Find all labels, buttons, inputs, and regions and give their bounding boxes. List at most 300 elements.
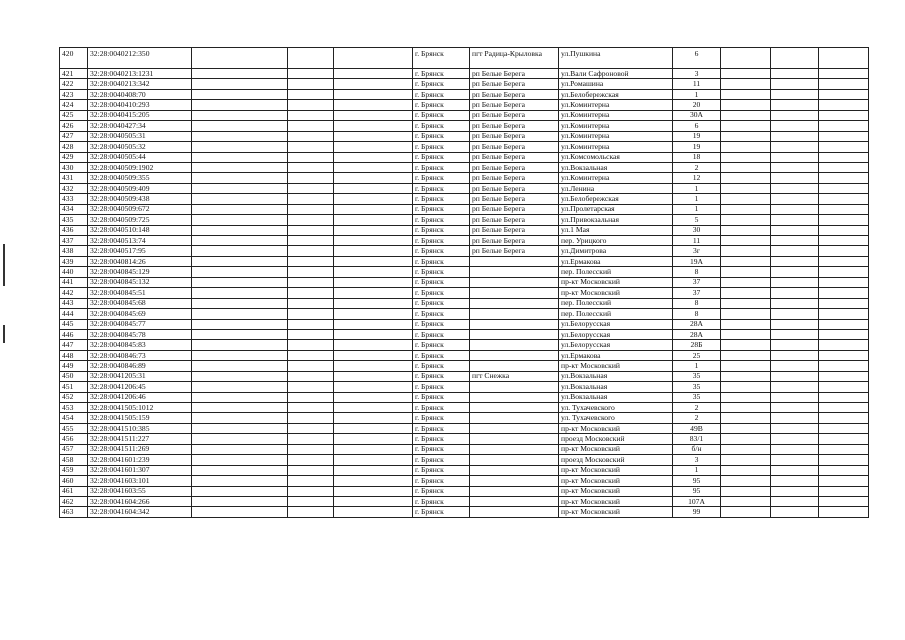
- table-row: [60, 476, 869, 486]
- cadastral-number: 32:28:0040410:293: [88, 100, 192, 110]
- settlement: рп Белые Берега: [470, 89, 559, 99]
- empty-cell: [819, 444, 869, 454]
- empty-cell: [771, 329, 819, 339]
- empty-cell: [192, 183, 288, 193]
- table-row: [60, 413, 869, 423]
- city: г. Брянск: [413, 434, 470, 444]
- empty-cell: [819, 476, 869, 486]
- empty-cell: [819, 162, 869, 172]
- settlement: рп Белые Берега: [470, 173, 559, 183]
- empty-cell: [721, 79, 771, 89]
- city: г. Брянск: [413, 309, 470, 319]
- empty-cell: [721, 246, 771, 256]
- table-row: [60, 444, 869, 454]
- empty-cell: [771, 152, 819, 162]
- settlement: [470, 340, 559, 350]
- empty-cell: [819, 246, 869, 256]
- table-row: [60, 121, 869, 131]
- city: г. Брянск: [413, 48, 470, 69]
- table-row: [60, 486, 869, 496]
- empty-cell: [192, 256, 288, 266]
- empty-cell: [819, 340, 869, 350]
- empty-cell: [721, 403, 771, 413]
- street: ул.Ромашина: [559, 79, 673, 89]
- empty-cell: [819, 371, 869, 381]
- empty-cell: [721, 423, 771, 433]
- cadastral-number: 32:28:0040845:68: [88, 298, 192, 308]
- empty-cell: [192, 329, 288, 339]
- city: г. Брянск: [413, 298, 470, 308]
- empty-cell: [771, 48, 819, 69]
- cadastral-number: 32:28:0040513:74: [88, 236, 192, 246]
- cadastral-number: 32:28:0040505:31: [88, 131, 192, 141]
- empty-cell: [334, 236, 413, 246]
- empty-cell: [721, 131, 771, 141]
- empty-cell: [771, 455, 819, 465]
- empty-cell: [819, 173, 869, 183]
- table-row: [60, 215, 869, 225]
- empty-cell: [721, 152, 771, 162]
- empty-cell: [288, 246, 334, 256]
- empty-cell: [288, 152, 334, 162]
- empty-cell: [819, 361, 869, 371]
- empty-cell: [288, 89, 334, 99]
- row-number: 452: [60, 392, 88, 402]
- empty-cell: [334, 142, 413, 152]
- empty-cell: [288, 204, 334, 214]
- empty-cell: [288, 225, 334, 235]
- empty-cell: [288, 371, 334, 381]
- table-row: [60, 142, 869, 152]
- empty-cell: [334, 48, 413, 69]
- city: г. Брянск: [413, 110, 470, 120]
- row-number: 446: [60, 329, 88, 339]
- house-number: 18: [673, 152, 721, 162]
- empty-cell: [771, 110, 819, 120]
- empty-cell: [771, 183, 819, 193]
- city: г. Брянск: [413, 152, 470, 162]
- table-row: [60, 382, 869, 392]
- street: пр-кт Московский: [559, 476, 673, 486]
- cadastral-number: 32:28:0040845:78: [88, 329, 192, 339]
- empty-cell: [288, 162, 334, 172]
- empty-cell: [771, 392, 819, 402]
- empty-cell: [771, 361, 819, 371]
- empty-cell: [192, 79, 288, 89]
- city: г. Брянск: [413, 121, 470, 131]
- empty-cell: [721, 382, 771, 392]
- empty-cell: [192, 89, 288, 99]
- cadastral-number: 32:28:0040845:51: [88, 288, 192, 298]
- table-row: [60, 69, 869, 79]
- house-number: 95: [673, 476, 721, 486]
- city: г. Брянск: [413, 131, 470, 141]
- city: г. Брянск: [413, 246, 470, 256]
- empty-cell: [721, 496, 771, 506]
- empty-cell: [771, 277, 819, 287]
- cadastral-number: 32:28:0040509:438: [88, 194, 192, 204]
- settlement: рп Белые Берега: [470, 183, 559, 193]
- empty-cell: [288, 142, 334, 152]
- cadastral-number: 32:28:0040846:89: [88, 361, 192, 371]
- row-number: 455: [60, 423, 88, 433]
- empty-cell: [819, 413, 869, 423]
- house-number: б/н: [673, 444, 721, 454]
- settlement: [470, 309, 559, 319]
- cadastral-number: 32:28:0040212:350: [88, 48, 192, 69]
- empty-cell: [192, 476, 288, 486]
- empty-cell: [288, 236, 334, 246]
- settlement: рп Белые Берега: [470, 79, 559, 89]
- cadastral-number: 32:28:0041205:31: [88, 371, 192, 381]
- empty-cell: [721, 361, 771, 371]
- city: г. Брянск: [413, 162, 470, 172]
- empty-cell: [334, 371, 413, 381]
- empty-cell: [334, 225, 413, 235]
- table-row: [60, 89, 869, 99]
- cadastral-number: 32:28:0040814:26: [88, 256, 192, 266]
- settlement: рп Белые Берега: [470, 152, 559, 162]
- empty-cell: [288, 465, 334, 475]
- row-number: 431: [60, 173, 88, 183]
- row-number: 447: [60, 340, 88, 350]
- settlement: рп Белые Берега: [470, 69, 559, 79]
- empty-cell: [334, 173, 413, 183]
- city: г. Брянск: [413, 413, 470, 423]
- empty-cell: [771, 236, 819, 246]
- table-body: [60, 48, 869, 518]
- city: г. Брянск: [413, 183, 470, 193]
- settlement: [470, 350, 559, 360]
- cadastral-number: 32:28:0040509:672: [88, 204, 192, 214]
- city: г. Брянск: [413, 392, 470, 402]
- empty-cell: [288, 48, 334, 69]
- empty-cell: [192, 507, 288, 517]
- empty-cell: [819, 507, 869, 517]
- table-row: [60, 392, 869, 402]
- empty-cell: [192, 496, 288, 506]
- empty-cell: [288, 267, 334, 277]
- empty-cell: [771, 444, 819, 454]
- house-number: 8: [673, 267, 721, 277]
- empty-cell: [334, 194, 413, 204]
- table-row: [60, 100, 869, 110]
- settlement: пгт Снежка: [470, 371, 559, 381]
- empty-cell: [334, 382, 413, 392]
- empty-cell: [721, 392, 771, 402]
- empty-cell: [192, 371, 288, 381]
- cadastral-number: 32:28:0041206:45: [88, 382, 192, 392]
- house-number: 99: [673, 507, 721, 517]
- row-number: 444: [60, 309, 88, 319]
- street: ул. Тухачевского: [559, 403, 673, 413]
- empty-cell: [771, 121, 819, 131]
- empty-cell: [288, 256, 334, 266]
- row-number: 461: [60, 486, 88, 496]
- empty-cell: [771, 350, 819, 360]
- empty-cell: [288, 194, 334, 204]
- row-number: 438: [60, 246, 88, 256]
- empty-cell: [192, 215, 288, 225]
- cadastral-number: 32:28:0040427:34: [88, 121, 192, 131]
- city: г. Брянск: [413, 319, 470, 329]
- empty-cell: [819, 183, 869, 193]
- house-number: 3г: [673, 246, 721, 256]
- empty-cell: [288, 361, 334, 371]
- empty-cell: [771, 267, 819, 277]
- street: ул.Комсомольская: [559, 152, 673, 162]
- table-row: [60, 236, 869, 246]
- city: г. Брянск: [413, 277, 470, 287]
- cadastral-number: 32:28:0040213:1231: [88, 69, 192, 79]
- empty-cell: [192, 413, 288, 423]
- house-number: 107А: [673, 496, 721, 506]
- empty-cell: [334, 486, 413, 496]
- cadastral-number: 32:28:0040846:73: [88, 350, 192, 360]
- city: г. Брянск: [413, 194, 470, 204]
- row-number: 460: [60, 476, 88, 486]
- street: ул.Вали Сафроновой: [559, 69, 673, 79]
- settlement: рп Белые Берега: [470, 236, 559, 246]
- house-number: 83/1: [673, 434, 721, 444]
- empty-cell: [288, 507, 334, 517]
- empty-cell: [721, 507, 771, 517]
- empty-cell: [721, 225, 771, 235]
- cadastral-number: 32:28:0040415:205: [88, 110, 192, 120]
- row-number: 426: [60, 121, 88, 131]
- empty-cell: [819, 225, 869, 235]
- empty-cell: [334, 392, 413, 402]
- empty-cell: [334, 403, 413, 413]
- empty-cell: [334, 361, 413, 371]
- house-number: 30А: [673, 110, 721, 120]
- left-margin-mark: [3, 325, 5, 343]
- settlement: [470, 423, 559, 433]
- empty-cell: [288, 329, 334, 339]
- empty-cell: [192, 142, 288, 152]
- empty-cell: [192, 121, 288, 131]
- settlement: рп Белые Берега: [470, 246, 559, 256]
- empty-cell: [721, 329, 771, 339]
- house-number: 11: [673, 79, 721, 89]
- row-number: 462: [60, 496, 88, 506]
- city: г. Брянск: [413, 69, 470, 79]
- house-number: 35: [673, 392, 721, 402]
- empty-cell: [288, 476, 334, 486]
- street: пр-кт Московский: [559, 423, 673, 433]
- empty-cell: [192, 350, 288, 360]
- empty-cell: [819, 215, 869, 225]
- empty-cell: [192, 319, 288, 329]
- city: г. Брянск: [413, 371, 470, 381]
- cadastral-number: 32:28:0040509:1902: [88, 162, 192, 172]
- row-number: 453: [60, 403, 88, 413]
- table-row: [60, 110, 869, 120]
- city: г. Брянск: [413, 225, 470, 235]
- settlement: [470, 507, 559, 517]
- cadastral-number: 32:28:0040845:69: [88, 309, 192, 319]
- empty-cell: [819, 121, 869, 131]
- house-number: 2: [673, 403, 721, 413]
- empty-cell: [721, 277, 771, 287]
- empty-cell: [192, 340, 288, 350]
- empty-cell: [771, 507, 819, 517]
- house-number: 11: [673, 236, 721, 246]
- table-row: [60, 173, 869, 183]
- empty-cell: [819, 434, 869, 444]
- empty-cell: [334, 152, 413, 162]
- settlement: [470, 382, 559, 392]
- settlement: рп Белые Берега: [470, 142, 559, 152]
- house-number: 12: [673, 173, 721, 183]
- row-number: 458: [60, 455, 88, 465]
- empty-cell: [771, 465, 819, 475]
- house-number: 35: [673, 371, 721, 381]
- settlement: рп Белые Берега: [470, 110, 559, 120]
- empty-cell: [771, 100, 819, 110]
- empty-cell: [771, 69, 819, 79]
- house-number: 1: [673, 465, 721, 475]
- empty-cell: [819, 329, 869, 339]
- empty-cell: [192, 69, 288, 79]
- empty-cell: [771, 173, 819, 183]
- empty-cell: [721, 121, 771, 131]
- empty-cell: [771, 496, 819, 506]
- empty-cell: [288, 183, 334, 193]
- empty-cell: [819, 382, 869, 392]
- empty-cell: [288, 413, 334, 423]
- empty-cell: [721, 100, 771, 110]
- empty-cell: [192, 392, 288, 402]
- street: ул.1 Мая: [559, 225, 673, 235]
- settlement: [470, 413, 559, 423]
- settlement: [470, 465, 559, 475]
- empty-cell: [721, 288, 771, 298]
- empty-cell: [721, 267, 771, 277]
- city: г. Брянск: [413, 382, 470, 392]
- street: ул.Белобережская: [559, 194, 673, 204]
- empty-cell: [721, 319, 771, 329]
- empty-cell: [721, 350, 771, 360]
- empty-cell: [819, 403, 869, 413]
- empty-cell: [819, 256, 869, 266]
- settlement: рп Белые Берега: [470, 121, 559, 131]
- settlement: [470, 455, 559, 465]
- empty-cell: [721, 444, 771, 454]
- cadastral-number: 32:28:0041603:101: [88, 476, 192, 486]
- empty-cell: [819, 298, 869, 308]
- empty-cell: [721, 434, 771, 444]
- city: г. Брянск: [413, 423, 470, 433]
- empty-cell: [334, 277, 413, 287]
- house-number: 6: [673, 121, 721, 131]
- settlement: [470, 361, 559, 371]
- settlement: [470, 486, 559, 496]
- street: пр-кт Московский: [559, 288, 673, 298]
- city: г. Брянск: [413, 173, 470, 183]
- street: ул.Ермакова: [559, 350, 673, 360]
- empty-cell: [192, 173, 288, 183]
- empty-cell: [334, 444, 413, 454]
- settlement: рп Белые Берега: [470, 194, 559, 204]
- empty-cell: [288, 69, 334, 79]
- empty-cell: [819, 392, 869, 402]
- empty-cell: [771, 309, 819, 319]
- empty-cell: [819, 79, 869, 89]
- city: г. Брянск: [413, 465, 470, 475]
- cadastral-number: 32:28:0041601:307: [88, 465, 192, 475]
- empty-cell: [192, 162, 288, 172]
- house-number: 28А: [673, 319, 721, 329]
- row-number: 423: [60, 89, 88, 99]
- empty-cell: [721, 183, 771, 193]
- empty-cell: [334, 434, 413, 444]
- empty-cell: [192, 131, 288, 141]
- empty-cell: [288, 309, 334, 319]
- city: г. Брянск: [413, 476, 470, 486]
- settlement: [470, 392, 559, 402]
- empty-cell: [721, 371, 771, 381]
- empty-cell: [771, 486, 819, 496]
- row-number: 442: [60, 288, 88, 298]
- settlement: [470, 288, 559, 298]
- empty-cell: [721, 340, 771, 350]
- empty-cell: [819, 204, 869, 214]
- empty-cell: [192, 486, 288, 496]
- empty-cell: [288, 350, 334, 360]
- empty-cell: [334, 340, 413, 350]
- empty-cell: [288, 444, 334, 454]
- cadastral-number: 32:28:0040505:32: [88, 142, 192, 152]
- empty-cell: [288, 288, 334, 298]
- table-row: [60, 277, 869, 287]
- settlement: [470, 256, 559, 266]
- settlement: [470, 267, 559, 277]
- city: г. Брянск: [413, 340, 470, 350]
- table-row: [60, 309, 869, 319]
- row-number: 439: [60, 256, 88, 266]
- empty-cell: [771, 246, 819, 256]
- empty-cell: [288, 319, 334, 329]
- house-number: 37: [673, 288, 721, 298]
- street: ул.Белорусская: [559, 329, 673, 339]
- street: ул.Белорусская: [559, 319, 673, 329]
- table-row: [60, 204, 869, 214]
- empty-cell: [334, 256, 413, 266]
- empty-cell: [771, 298, 819, 308]
- street: ул.Коминтерна: [559, 142, 673, 152]
- empty-cell: [192, 382, 288, 392]
- settlement: рп Белые Берега: [470, 131, 559, 141]
- empty-cell: [334, 309, 413, 319]
- left-margin-mark: [3, 244, 5, 286]
- empty-cell: [721, 298, 771, 308]
- cadastral-number: 32:28:0040845:129: [88, 267, 192, 277]
- city: г. Брянск: [413, 350, 470, 360]
- empty-cell: [334, 246, 413, 256]
- city: г. Брянск: [413, 403, 470, 413]
- street: ул.Привокзальная: [559, 215, 673, 225]
- cadastral-number: 32:28:0040510:148: [88, 225, 192, 235]
- empty-cell: [721, 142, 771, 152]
- empty-cell: [334, 162, 413, 172]
- empty-cell: [819, 110, 869, 120]
- street: ул.Коминтерна: [559, 121, 673, 131]
- cadastral-number: 32:28:0041510:385: [88, 423, 192, 433]
- empty-cell: [192, 194, 288, 204]
- empty-cell: [771, 403, 819, 413]
- empty-cell: [192, 465, 288, 475]
